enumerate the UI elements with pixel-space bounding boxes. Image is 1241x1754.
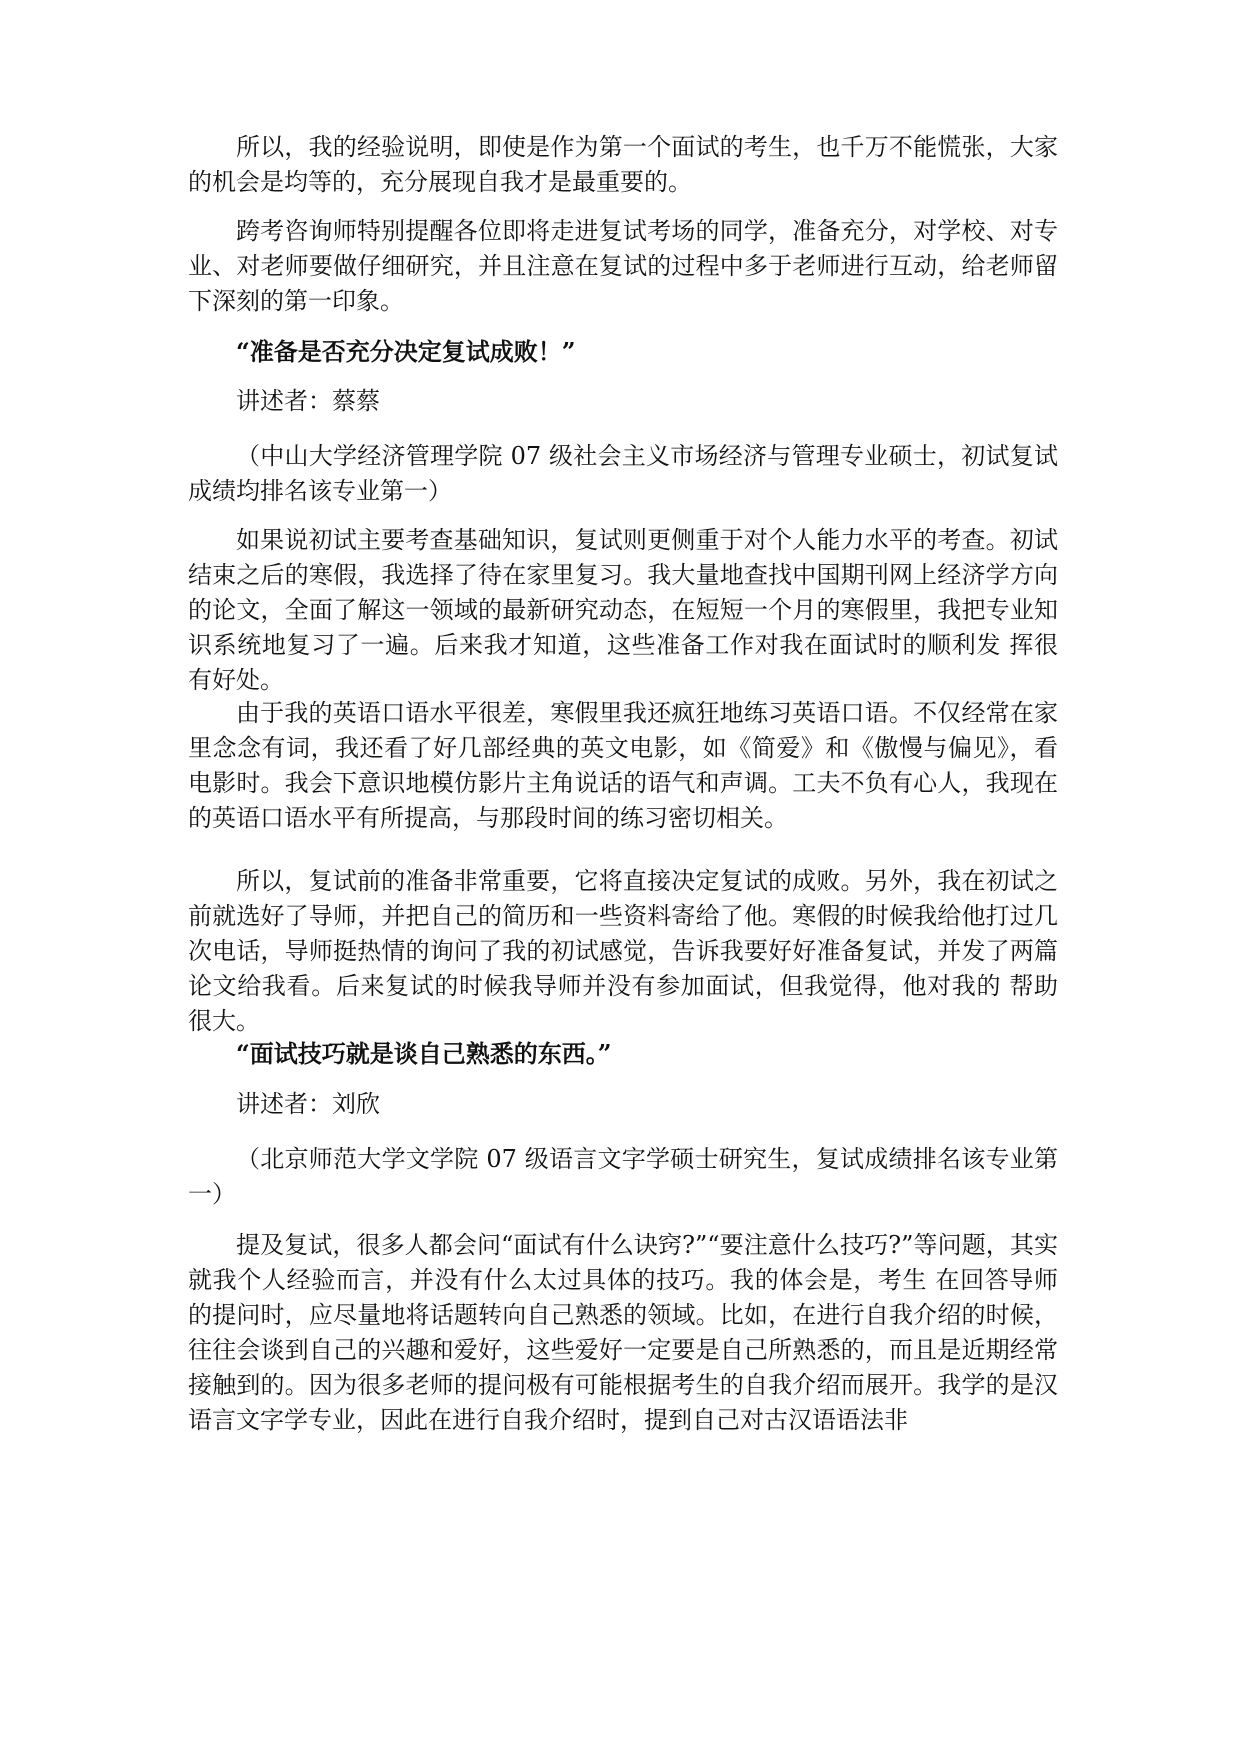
paragraph-english-practice: 由于我的英语口语水平很差，寒假里我还疯狂地练习英语口语。不仅经常在家里念念有词，我还看了好几部经典的英文电影，如《简爱》和《傲慢与偏见》，看电影时。我会下意识地模仿影片主角说话的语气和声调。工夫不负有心人，我现在的英语口语水平有所提高，与那段时间的练习密切相关。 bbox=[188, 699, 1058, 832]
paragraph-review-preparation: 如果说初试主要考查基础知识，复试则更侧重于对个人能力水平的考查。初试结束之后的寒假，我选择了待在家里复习。我大量地查找中国期刊网上经济学方向的论文，全面了解这一领域的最新研究动态，在短短一个月的寒假里，我把专业知识系统地复习了一遍。后来我才知道，这些准备工作对我在面试时的顺利发 挥很有好处。 bbox=[188, 526, 1058, 694]
narrator-caicai: 讲述者：蔡蔡 bbox=[236, 387, 380, 415]
paragraph-interview-technique: 提及复试，很多人都会问“面试有什么诀窍?”“要注意什么技巧?”等问题，其实就我个人经验而言，并没有什么太过具体的技巧。我的体会是，考生 在回答导师的提问时，应尽量地将话题转向自己熟悉的领域。比如，在进行自我介绍的时候，往往会谈到自己的兴趣和爱好，这些爱好一定要是自己所熟悉的，而且是近期经常接触到的。因为很多老师的提问极有可能根据考生的自我介绍而展开。我学的是汉语言文字学专业，因此在进行自我介绍时，提到自己对古汉语语法非 bbox=[188, 1231, 1058, 1434]
paragraph-consultant-advice: 跨考咨询师特别提醒各位即将走进复试考场的同学，准备充分，对学校、对专业、对老师要做仔细研究，并且注意在复试的过程中多于老师进行互动，给老师留下深刻的第一印象。 bbox=[188, 217, 1058, 315]
paragraph-preparation-importance: 所以，复试前的准备非常重要，它将直接决定复试的成败。另外，我在初试之前就选好了导师，并把自己的简历和一些资料寄给了他。寒假的时候我给他打过几次电话，导师挺热情的询问了我的初试感觉，告诉我要好好准备复试，并发了两篇论文给我看。后来复试的时候我导师并没有参加面试，但我觉得，他对我的 帮助很大。 bbox=[188, 867, 1058, 1035]
paragraph-conclusion-first-candidate: 所以，我的经验说明，即使是作为第一个面试的考生，也千万不能慌张，大家的机会是均等的，充分展现自我才是最重要的。 bbox=[188, 133, 1058, 196]
heading-interview-skills-quote: “面试技巧就是谈自己熟悉的东西。” bbox=[236, 1039, 612, 1068]
narrator-liuxin: 讲述者：刘欣 bbox=[236, 1090, 380, 1118]
heading-preparation-quote: “准备是否充分决定复试成败！” bbox=[236, 337, 576, 366]
narrator-liuxin-background: （北京师范大学文学院 07 级语言文字学硕士研究生，复试成绩排名该专业第一） bbox=[188, 1145, 1058, 1208]
narrator-caicai-background: （中山大学经济管理学院 07 级社会主义市场经济与管理专业硕士，初试复试成绩均排名该专业第一） bbox=[188, 442, 1058, 505]
